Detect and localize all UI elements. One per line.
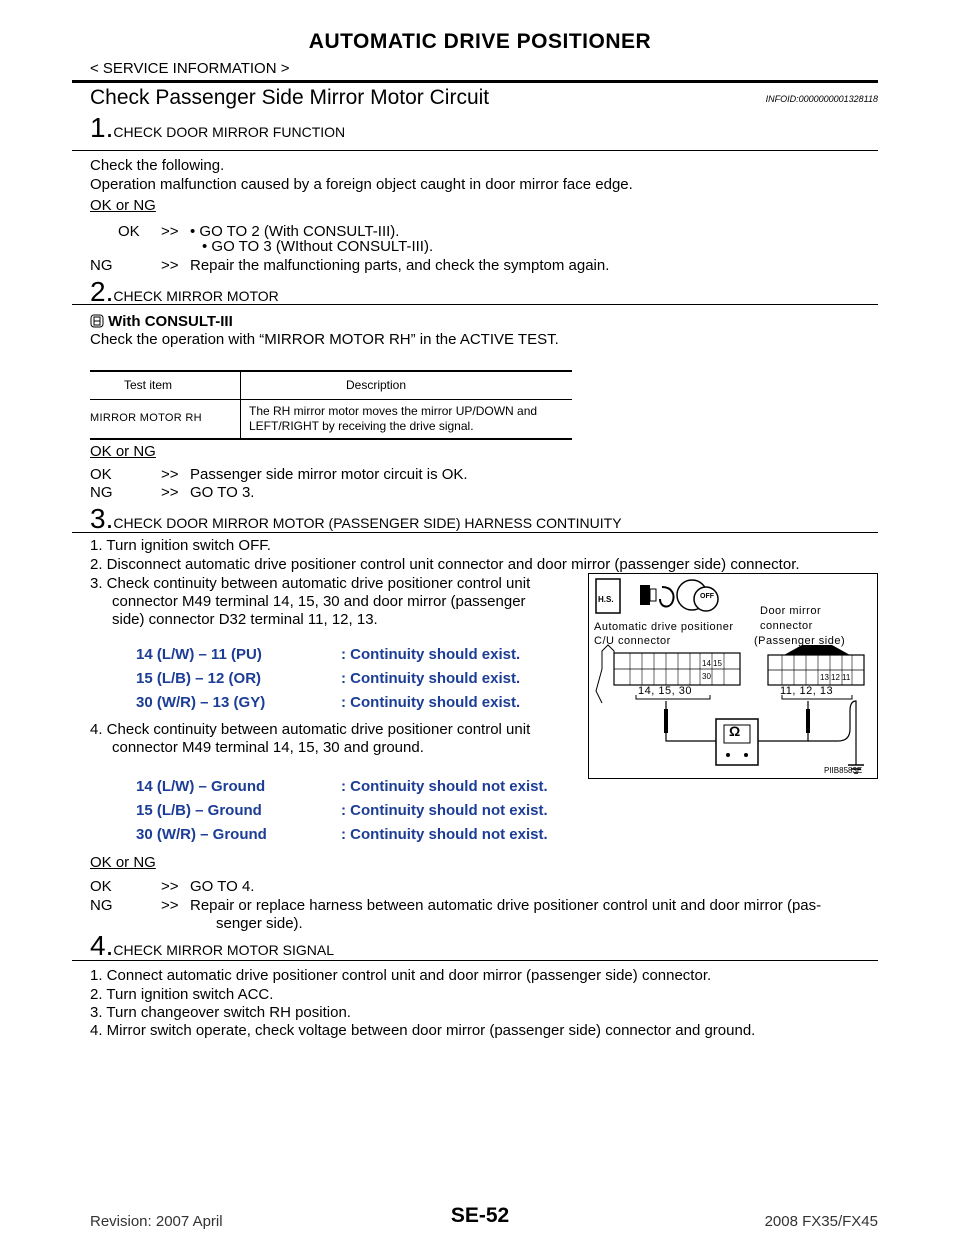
step-1-line1: Check the following. — [90, 157, 225, 174]
diagram-code: PIIB8583E — [824, 766, 863, 775]
test-table-col2: Description — [346, 378, 407, 392]
continuity-diagram — [588, 573, 878, 779]
continuity-terminals: 14 (L/W) – 11 (PU) — [136, 646, 262, 663]
step-1-line2: Operation malfunction caused by a foreign object caught in door mirror face edge. — [90, 176, 633, 193]
step-3-ng-text2: senger side). — [216, 915, 303, 932]
step-2-rule — [72, 304, 878, 305]
right-connector-label2: connector — [760, 620, 813, 632]
step-2-consult-line — [90, 312, 233, 331]
continuity-result: : Continuity should exist. — [341, 646, 521, 663]
step-3-item2: 2. Disconnect automatic drive positioner control unit connector and door mirror (passenger side) connector. — [90, 556, 800, 573]
step-3-item3c: side) connector D32 terminal 11, 12, 13. — [112, 611, 378, 628]
step-1-ng-text: Repair the malfunctioning parts, and check the symptom again. — [190, 257, 610, 274]
hs-label: H.S. — [598, 595, 614, 604]
step-3-ok-arrow: >> — [161, 878, 179, 895]
step-3-item3a: 3. Check continuity between automatic drive positioner control unit — [90, 575, 531, 592]
left-terminals: 14, 15, 30 — [638, 685, 692, 697]
step-1-ok-label: OK — [118, 223, 140, 240]
off-label: OFF — [700, 593, 714, 600]
ground-result: : Continuity should not exist. — [341, 778, 548, 795]
page-header-title: AUTOMATIC DRIVE POSITIONER — [308, 30, 652, 53]
ground-terminals: 15 (L/B) – Ground — [136, 802, 262, 819]
revision-date: Revision: 2007 April — [90, 1213, 223, 1230]
step-4-title: CHECK MIRROR MOTOR SIGNAL — [113, 942, 335, 958]
step-3-item4a: 4. Check continuity between automatic drive positioner control unit — [90, 721, 531, 738]
right-connector-label1: Door mirror — [760, 605, 822, 617]
step-1-rule — [72, 150, 878, 151]
step-4-item1: 1. Connect automatic drive positioner control unit and door mirror (passenger side) connector. — [90, 967, 712, 984]
ground-terminals: 14 (L/W) – Ground — [136, 778, 266, 795]
test-table-header — [90, 372, 572, 400]
info-id: INFOID:0000000001328118 — [765, 94, 878, 104]
left-pin-15: 15 — [713, 659, 722, 668]
step-3-item1: 1. Turn ignition switch OFF. — [90, 537, 271, 554]
step-4-number: 4. — [90, 930, 114, 961]
test-table-col1: Test item — [124, 378, 173, 392]
test-table — [90, 370, 572, 440]
step-1-heading — [90, 112, 345, 144]
step-2-ng-arrow: >> — [161, 484, 179, 501]
ohm-symbol: Ω — [729, 723, 741, 739]
step-1-ok-ng: OK or NG — [90, 197, 156, 214]
step-3-number: 3. — [90, 503, 114, 534]
continuity-result: : Continuity should exist. — [341, 694, 521, 711]
left-connector-label2: C/U connector — [594, 635, 671, 647]
step-2-ok-label: OK — [90, 466, 112, 483]
step-3-heading — [90, 503, 622, 535]
section-title: Check Passenger Side Mirror Motor Circuit — [90, 86, 490, 109]
page-number: SE-52 — [450, 1204, 510, 1227]
step-3-rule — [72, 532, 878, 533]
header-rule — [72, 80, 878, 83]
step-3-ng-label: NG — [90, 897, 113, 914]
continuity-result: : Continuity should exist. — [341, 670, 521, 687]
test-table-item: MIRROR MOTOR RH — [90, 412, 202, 424]
ground-result: : Continuity should not exist. — [341, 802, 548, 819]
continuity-terminals: 30 (W/R) – 13 (GY) — [136, 694, 266, 711]
step-4-heading — [90, 930, 334, 962]
step-2-ok-arrow: >> — [161, 466, 179, 483]
test-table-row — [90, 400, 572, 440]
step-3-item4b: connector M49 terminal 14, 15, 30 and ground. — [112, 739, 424, 756]
continuity-terminals: 15 (L/B) – 12 (OR) — [136, 670, 262, 687]
test-table-desc1: The RH mirror motor moves the mirror UP/DOWN and — [249, 404, 538, 418]
step-1-ng-label: NG — [90, 257, 113, 274]
step-2-ng-text: GO TO 3. — [190, 484, 255, 501]
step-4-item2: 2. Turn ignition switch ACC. — [90, 986, 274, 1003]
step-3-title: CHECK DOOR MIRROR MOTOR (PASSENGER SIDE) HARNESS CONTINUITY — [113, 515, 622, 531]
right-pin-13: 13 — [820, 673, 829, 682]
step-3-ok-label: OK — [90, 878, 112, 895]
ground-terminals: 30 (W/R) – Ground — [136, 826, 267, 843]
step-3-item3b: connector M49 terminal 14, 15, 30 and door mirror (passenger — [112, 593, 526, 610]
continuity-row-1 — [136, 646, 262, 663]
consult-icon — [90, 314, 104, 328]
step-4-rule — [72, 960, 878, 961]
model-name: 2008 FX35/FX45 — [764, 1213, 878, 1230]
step-3-ok-ng: OK or NG — [90, 854, 156, 871]
right-terminals: 11, 12, 13 — [780, 685, 834, 697]
step-4-item3: 3. Turn changeover switch RH position. — [90, 1004, 351, 1021]
step-2-ok-text: Passenger side mirror motor circuit is OK. — [190, 466, 468, 483]
step-2-line1: Check the operation with “MIRROR MOTOR RH” in the ACTIVE TEST. — [90, 331, 559, 348]
step-2-title: CHECK MIRROR MOTOR — [113, 288, 279, 304]
step-3-ng-text1: Repair or replace harness between automatic drive positioner control unit and door mirror (pas- — [190, 897, 822, 914]
step-3-ok-text: GO TO 4. — [190, 878, 255, 895]
step-2-consult: With CONSULT-III — [108, 313, 233, 330]
step-3-ng-arrow: >> — [161, 897, 179, 914]
step-1-title: CHECK DOOR MIRROR FUNCTION — [113, 124, 346, 140]
page-header-subtitle: < SERVICE INFORMATION > — [90, 60, 290, 77]
step-1-ok-arrow: >> — [161, 223, 179, 240]
left-pin-30: 30 — [702, 672, 711, 681]
step-1-ok-item1: • GO TO 2 (With CONSULT-III). — [190, 223, 400, 240]
step-4-item4: 4. Mirror switch operate, check voltage between door mirror (passenger side) connector and ground. — [90, 1022, 756, 1039]
ground-result: : Continuity should not exist. — [341, 826, 548, 843]
step-1-number: 1. — [90, 112, 114, 143]
right-pin-12: 12 — [831, 673, 840, 682]
step-2-ok-ng: OK or NG — [90, 443, 156, 460]
step-2-number: 2. — [90, 276, 114, 307]
left-connector-label1: Automatic drive positioner — [594, 621, 734, 633]
right-connector-label3: (Passenger side) — [754, 635, 846, 647]
right-pin-11: 11 — [842, 673, 851, 682]
step-2-ng-label: NG — [90, 484, 113, 501]
test-table-desc2: LEFT/RIGHT by receiving the drive signal. — [249, 419, 474, 433]
step-1-ok-item2: • GO TO 3 (WIthout CONSULT-III). — [202, 238, 434, 255]
step-1-ng-arrow: >> — [161, 257, 179, 274]
left-pin-14: 14 — [702, 659, 711, 668]
